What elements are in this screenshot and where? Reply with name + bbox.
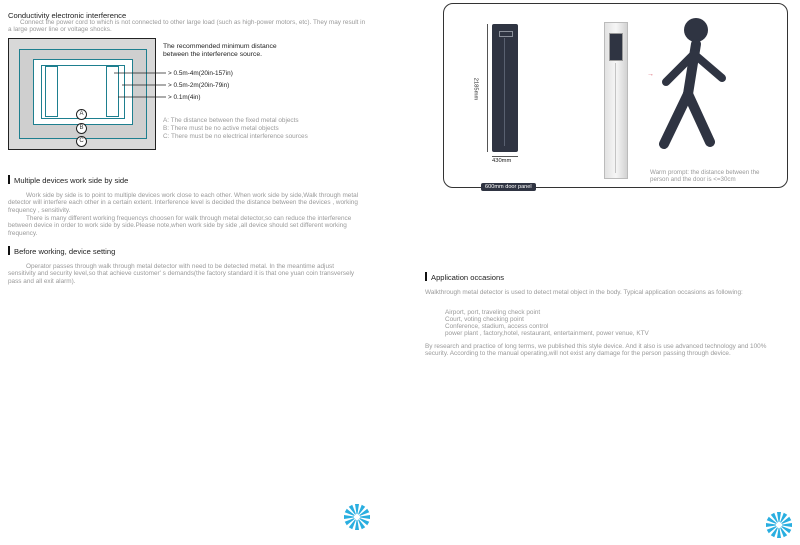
door-panel-badge: 600mm door panel <box>481 183 536 191</box>
application-item: power plant , factory,hotel, restaurant, entertainment, power venue, KTV <box>445 330 649 337</box>
interference-heading: Conductivity electronic interference <box>8 11 127 20</box>
page-ornament-left <box>343 503 371 531</box>
distance-arrow-icon: → <box>647 71 654 78</box>
application-item: Airport, port, traveling check point <box>445 309 541 316</box>
zone-c-marker: C <box>76 136 87 147</box>
application-item: Court, voting checking point <box>445 316 524 323</box>
multiple-devices-heading-text: Multiple devices work side by side <box>14 176 129 185</box>
zone-b-marker: B <box>76 123 87 134</box>
application-heading <box>425 272 504 282</box>
application-item: Conference, stadium, access control <box>445 323 549 330</box>
application-heading-text: Application occasions <box>431 273 505 282</box>
zone-a-marker: A <box>76 109 87 120</box>
height-dimension-line <box>487 24 488 152</box>
before-working-body: Operator passes through walk through metal detector with need to be detected metal. In the meantime adjust sensitivity and security level,so that achieve customer' s demands(the factory standard it is that one yuan coin transversely pass and all exit alarm). <box>8 263 355 285</box>
legend-c: C: There must be no electrical interference sources <box>163 133 308 140</box>
door-panel-light <box>604 22 628 179</box>
before-working-heading-text: Before working, device setting <box>14 247 116 256</box>
width-label: 430mm <box>492 158 512 164</box>
page-ornament-right <box>765 511 793 539</box>
diagram-title: The recommended minimum distance between the interference source. <box>163 43 277 58</box>
panel-seam <box>504 38 505 146</box>
distance-lines <box>110 60 170 110</box>
multiple-devices-heading <box>8 175 128 185</box>
warm-prompt: Warm prompt: the distance between the person and the door is <=30cm <box>650 169 760 184</box>
application-outro: By research and practice of long terms, we published this style device. And it also is use advanced technology and 100% security. According to the manual operating,will not exist any damage for the person passing through device. <box>425 343 767 358</box>
person-figure-icon <box>652 16 732 154</box>
door-panel-dark <box>492 24 518 152</box>
section-bar <box>8 175 10 184</box>
control-display <box>609 33 623 61</box>
distance-outer: > 0.5m-4m(20in-157in) <box>168 70 233 77</box>
distance-middle: > 0.5m-2m(20in-79in) <box>168 82 230 89</box>
multiple-devices-p2: There is many different working frequencys choosen for walk through metal detector,so can reduce the interference between device in order to work side by side.Please note,when work side by side ,all device should set different working frequency. <box>8 215 352 237</box>
door-panel-left <box>45 66 58 117</box>
display-slot <box>499 31 513 37</box>
height-label: 2185mm <box>472 77 479 101</box>
application-intro: Walkthrough metal detector is used to detect metal object in the body. Typical application occasions as following: <box>425 289 743 296</box>
width-dimension-line <box>492 156 518 157</box>
interference-body: Connect the power cord to which is not connected to other large load (such as high-power motors, etc). They may result in a large power line or voltage shocks. <box>8 19 366 34</box>
section-bar <box>8 246 10 255</box>
legend-b: B: There must be no active metal objects <box>163 125 279 132</box>
panel-seam-light <box>615 63 616 173</box>
product-figure-frame <box>443 3 788 188</box>
distance-inner: > 0.1m(4in) <box>168 94 201 101</box>
multiple-devices-p1: Work side by side is to point to multiple devices work close to each other. When work side by side,Walk through metal detector will interfere each other in a certain extent. Interference level is decided the distance between the devices , working frequency , sensitivity. <box>8 192 359 214</box>
before-working-heading <box>8 246 115 256</box>
section-bar <box>425 272 427 281</box>
legend-a: A: The distance between the fixed metal objects <box>163 117 299 124</box>
